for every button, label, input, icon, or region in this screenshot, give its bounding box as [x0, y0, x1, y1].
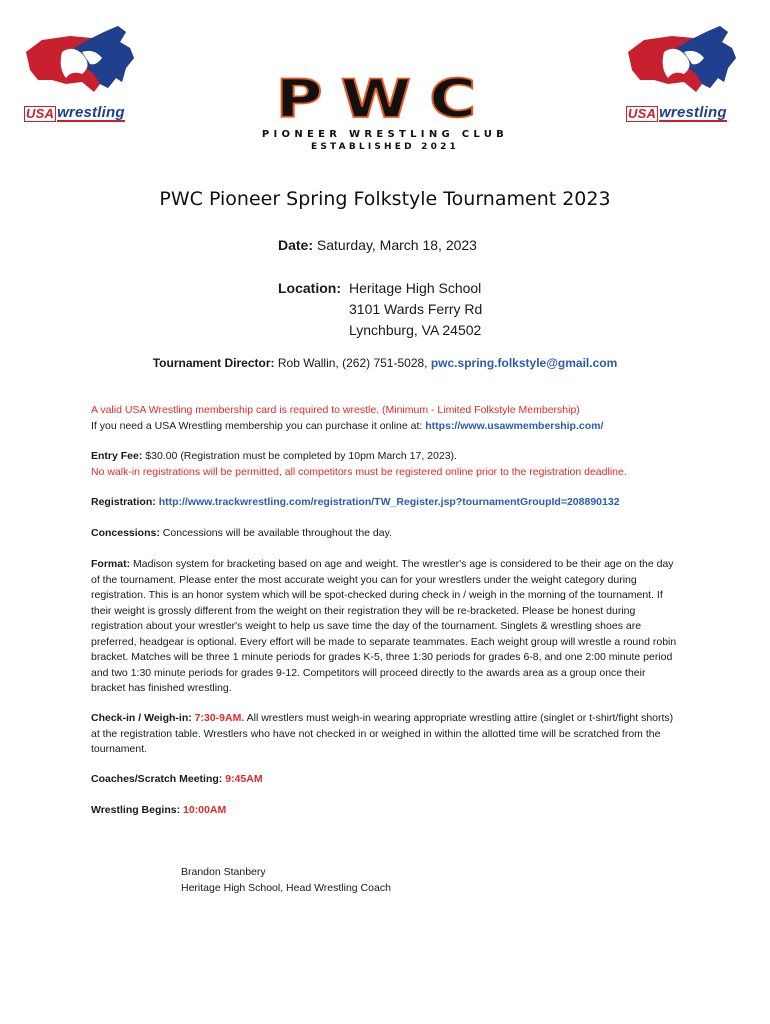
director-label: Tournament Director: — [152, 356, 275, 370]
checkin-label: Check-in / Weigh-in: — [91, 712, 192, 724]
event-date — [278, 237, 477, 253]
entry-fee-note: No walk-in registrations will be permitted, all competitors must be registered online prior to the registration deadline. — [91, 465, 627, 478]
registration-section — [91, 495, 681, 511]
usa-wrestling-wordmark — [626, 100, 746, 122]
registration-label: Registration: — [91, 496, 156, 508]
checkin-section — [91, 711, 681, 758]
usa-wrestling-logo-right — [624, 22, 746, 122]
membership-link[interactable]: https://www.usawmembership.com/ — [425, 419, 604, 432]
date-value: Saturday, March 18, 2023 — [316, 237, 477, 253]
signature-block — [181, 864, 391, 896]
location-line-1: Heritage High School — [349, 280, 482, 296]
format-label: Format: — [91, 558, 131, 570]
wrestling-text: wrestling — [57, 104, 125, 121]
membership-section — [91, 403, 681, 434]
format-value: Madison system for bracketing based on age and weight. The wrestler's age is considered to be their age on the day of the tournament. Please enter the most accurate weight you can for your wrestlers under the weight category during registration. This is an honor system which will be spot-checked during check in / weigh in the morning of the tournament. If their weight is grossly different from the weight on their registration they will be re-bracketed. Please be honest during registration about your wrestler's weight to help us save time the day of the tournament. Singlets & wrestling shoes are preferred, headgear is optional. Every effort will be made to separate teammates. Each weight group will wrestle a round robin bracket. Matches will be three 1 minute periods for grades K-5, three 1:30 periods for grades 6-8, and one 2:00 minute period and two 1:30 minute periods for grades 9-12. Competitors will proceed directly to the awards area as a group once their bracket has finished wrestling. — [91, 558, 677, 694]
begins-label: Wrestling Begins: — [91, 804, 181, 816]
meeting-section — [91, 772, 681, 788]
signature-title: Heritage High School, Head Wrestling Coach — [181, 882, 391, 894]
concessions-label: Concessions: — [91, 527, 160, 539]
pwc-logo-title: PWC — [275, 69, 495, 131]
entry-fee-section — [91, 449, 681, 480]
signature-name: Brandon Stanbery — [181, 866, 266, 878]
meeting-time: 9:45AM — [225, 773, 263, 785]
entry-fee-value: $30.00 (Registration must be completed by 10pm March 17, 2023). — [145, 450, 457, 462]
membership-purchase-text: If you need a USA Wrestling membership you can purchase it online at: — [91, 419, 423, 432]
entry-fee-label: Entry Fee: — [91, 450, 143, 462]
tournament-director — [0, 356, 770, 370]
date-label: Date: — [278, 237, 314, 253]
location-label: Location: — [278, 280, 341, 296]
membership-requirement: A valid USA Wrestling membership card is required to wrestle. (Minimum - Limited Folkstyle Membership) — [91, 404, 580, 416]
pwc-logo-subtitle: PIONEER WRESTLING CLUB — [261, 129, 509, 140]
director-value: Rob Wallin, (262) 751-5028, — [277, 356, 428, 370]
begins-section — [91, 803, 681, 819]
usa-wrestling-logo-left — [22, 22, 144, 122]
format-section — [91, 557, 681, 697]
checkin-time: 7:30-9AM. — [194, 712, 245, 724]
wrestling-text: wrestling — [659, 104, 727, 121]
usa-text: USA — [628, 106, 657, 121]
registration-link[interactable]: http://www.trackwrestling.com/registration/TW_Register.jsp?tournamentGroupId=208890132 — [158, 496, 620, 508]
concessions-section — [91, 526, 681, 542]
meeting-label: Coaches/Scratch Meeting: — [91, 773, 223, 785]
concessions-value: Concessions will be available throughout the day. — [162, 527, 392, 539]
page-title: PWC Pioneer Spring Folkstyle Tournament 2023 — [159, 188, 611, 210]
membership-purchase — [91, 419, 681, 435]
location-line-3: Lynchburg, VA 24502 — [349, 322, 482, 338]
checkin-value: All wrestlers must weigh-in wearing appropriate wrestling attire (singlet or t-shirt/fight shorts) at the registration table. Wrestlers who have not checked in or weighed in within the allotted time will be scratched from the tournament. — [91, 712, 674, 755]
begins-time: 10:00AM — [183, 804, 227, 816]
director-email-link[interactable]: pwc.spring.folkstyle@gmail.com — [430, 356, 618, 370]
usa-map-icon — [624, 22, 746, 102]
usa-map-icon — [22, 22, 144, 102]
usa-text: USA — [26, 106, 55, 121]
usa-wrestling-wordmark — [24, 100, 144, 122]
pwc-logo — [196, 69, 574, 154]
location-line-2: 3101 Wards Ferry Rd — [349, 301, 483, 317]
pwc-logo-established: ESTABLISHED 2021 — [311, 142, 459, 152]
